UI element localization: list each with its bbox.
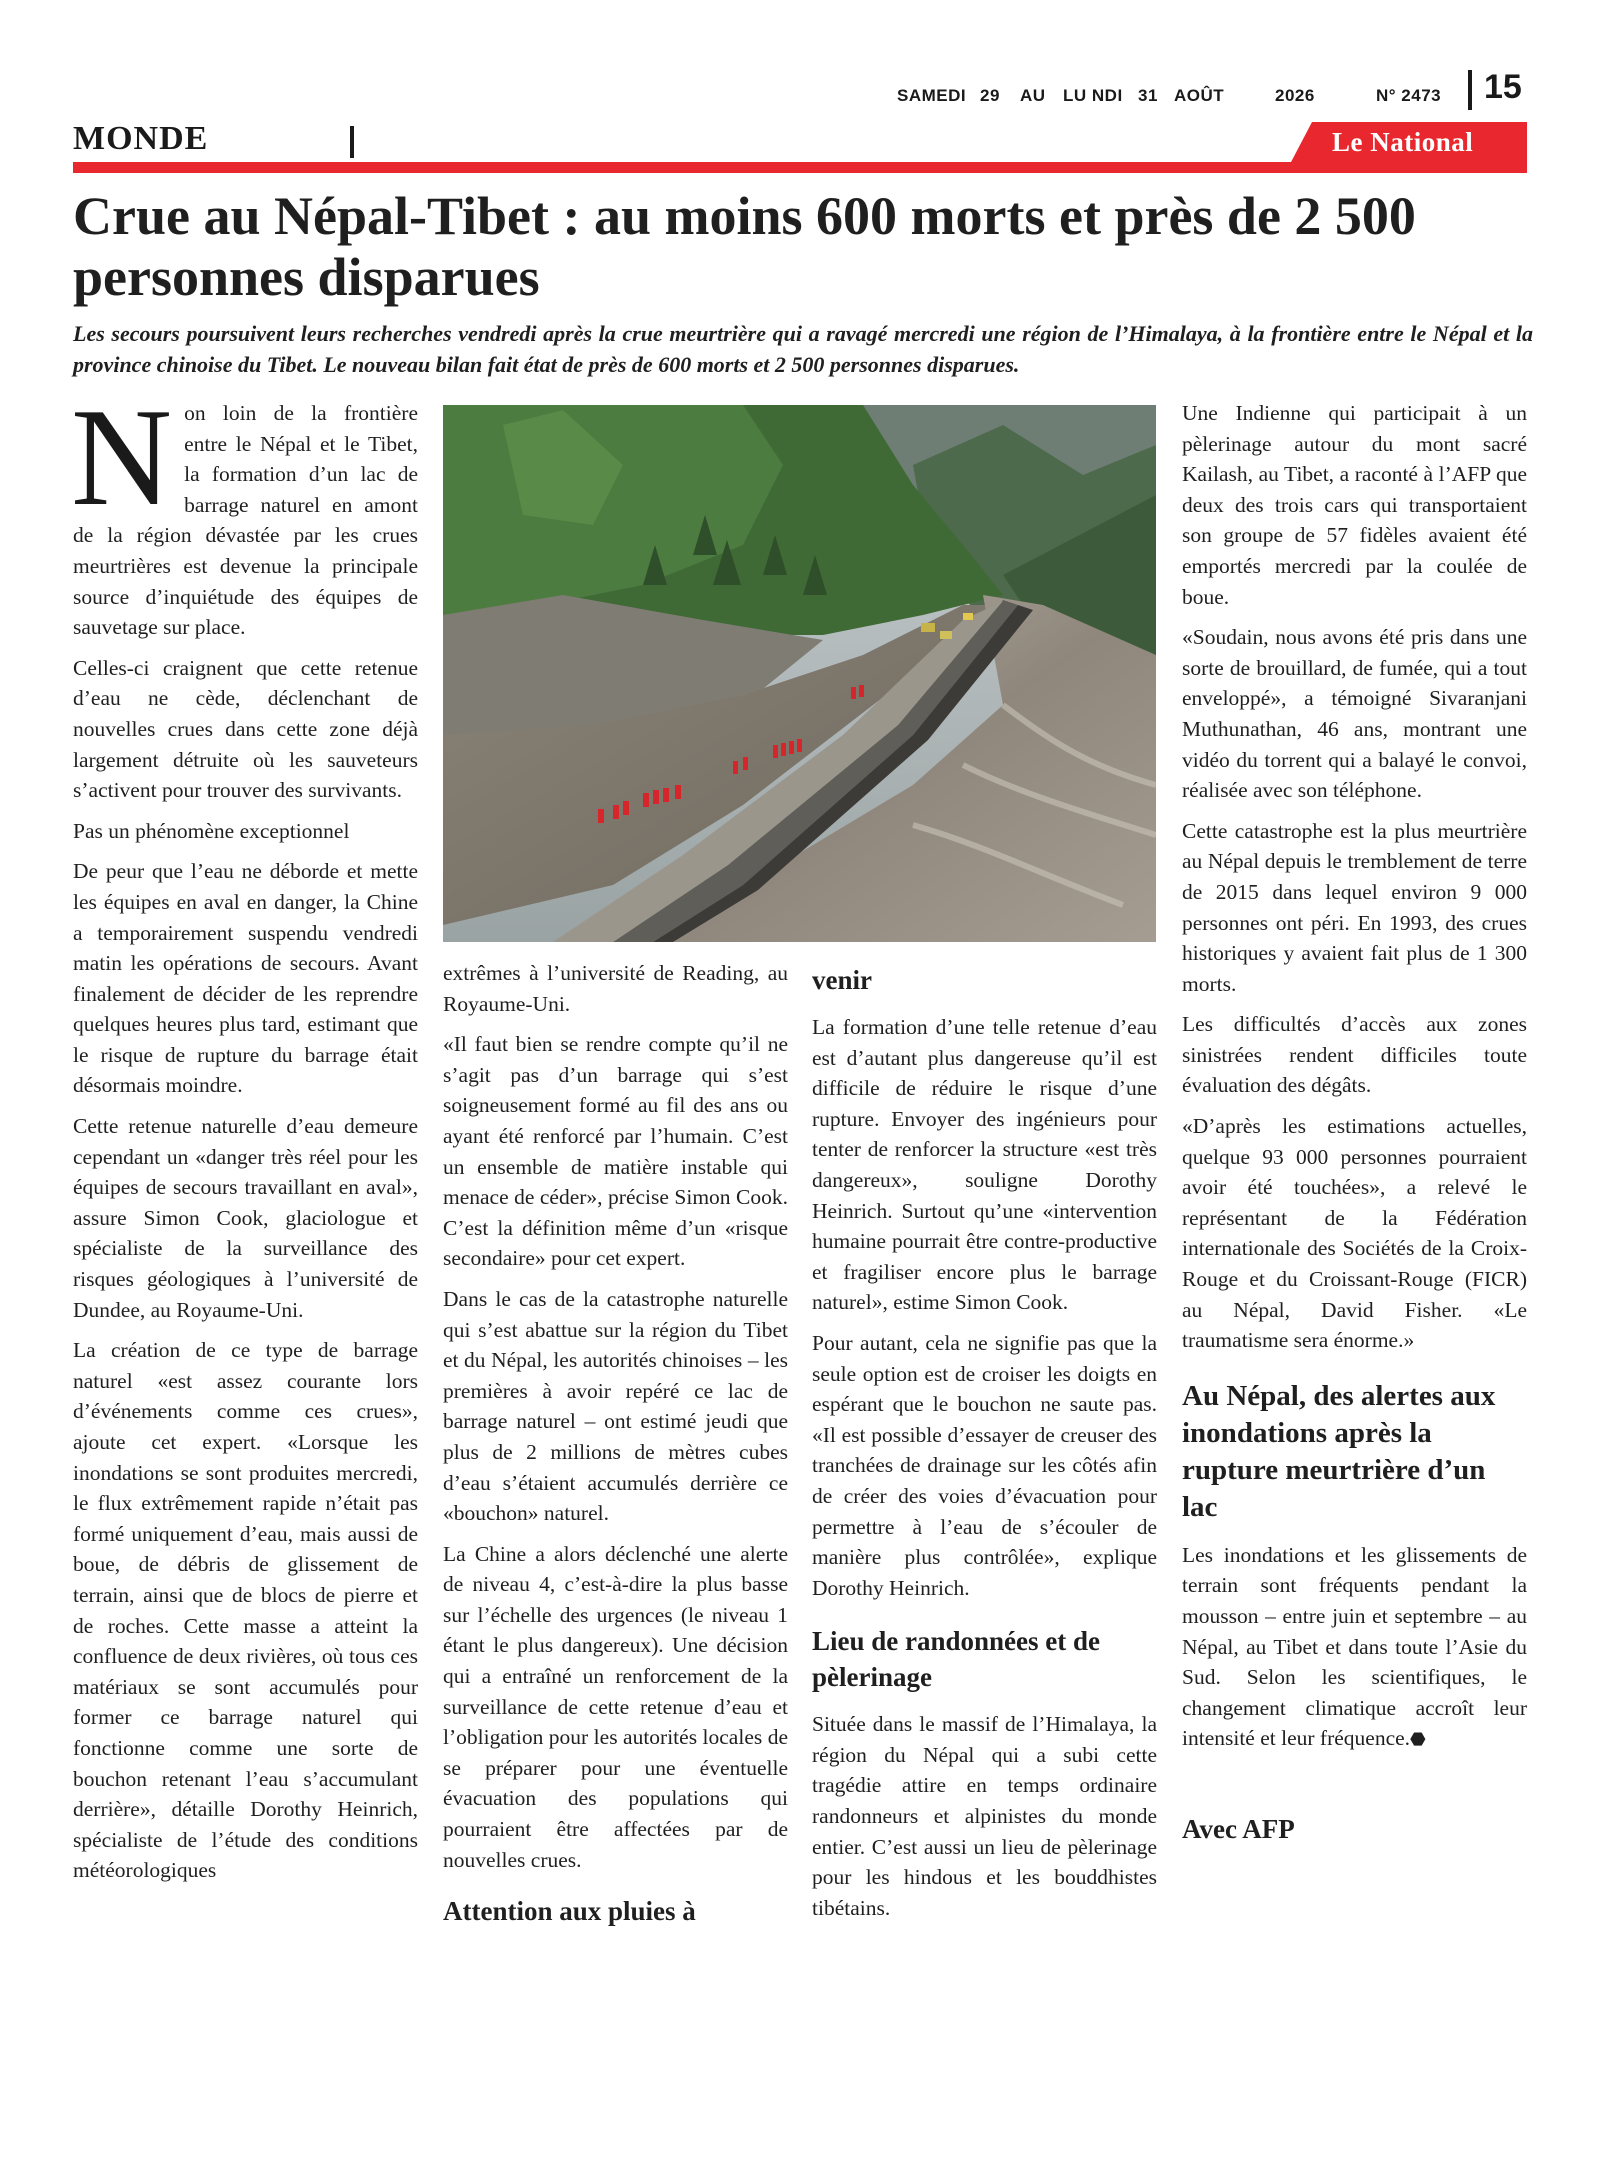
- section-rule: [73, 162, 1527, 173]
- article-column-2: [443, 958, 788, 1929]
- paragraph: Pour autant, cela ne signifie pas que la seule option est de croiser les doigts en espérant que le bouchon ne saute pas. «Il est possible d’essayer de creuser des tranchées de drainage sur les côtés afin de créer des voies d’évacuation pour permettre à l’eau de s’écouler de manière plus contrôlée», explique Dorothy Heinrich.: [812, 1330, 1157, 1600]
- folio-month: AOÛT: [1174, 86, 1225, 105]
- paragraph: Celles-ci craignent que cette retenue d’eau ne cède, déclenchant de nouvelles crues dans cette zone déjà largement détruite où les sauveteurs s’activent pour trouver des survivants.: [73, 655, 418, 803]
- paragraph: «Il faut bien se rendre compte qu’il ne s’agit pas d’un barrage qui s’est soigneusement formé au fil des ans ou ayant été renforcé par l’humain. C’est un ensemble de matière instable qui menace de céder», précise Simon Cook. C’est la définition même d’un «risque secondaire» pour cet expert.: [443, 1032, 788, 1271]
- paragraph: Les difficultés d’accès aux zones sinistrées rendent difficiles toute évaluation des dégâts.: [1182, 1012, 1527, 1098]
- end-mark-icon: ⬣: [1410, 1729, 1426, 1750]
- flood-rescue-photo: [443, 405, 1156, 942]
- subheading: Attention aux pluies à: [443, 1896, 696, 1927]
- paragraph: Cette retenue naturelle d’eau demeure cependant un «danger très réel pour les équipes de secours travaillant en aval», assure Simon Cook, glaciologue et spécialiste de la surveillance des risques géologiques à l’université de Dundee, au Royaume-Uni.: [73, 1114, 418, 1322]
- section-divider: [350, 126, 354, 158]
- section-label: MONDE: [73, 120, 209, 157]
- paragraph: Dans le cas de la catastrophe naturelle qui s’est abattue sur la région du Tibet et du Népal, les autorités chinoises – les premières à avoir repéré ce lac de barrage naturel – ont estimé jeudi que plus de 2 millions de mètres cubes d’eau s’étaient accumulés derrière ce «bouchon» naturel.: [443, 1286, 788, 1526]
- paragraph: Les inondations et les glissements de terrain sont fréquents pendant la mousson – entre juin et septembre – au Népal, au Tibet et dans toute l’Asie du Sud. Selon les scientifiques, le changement climatique accroît leur intensité et leur fréquence.⬣: [1182, 1542, 1527, 1751]
- subheading: Au Népal, des alertes aux inondations après la rupture meurtrière d’un lac: [1182, 1379, 1496, 1523]
- brand-name: Le National: [1332, 127, 1474, 157]
- paragraph: «Soudain, nous avons été pris dans une sorte de brouillard, de fumée, qui a tout enveloppé», a témoigné Sivaranjani Muthunathan, 46 ans, montrant une vidéo du torrent qui a balayé le convoi, réalisée avec son téléphone.: [1182, 625, 1527, 803]
- paragraph: La formation d’une telle retenue d’eau est d’autant plus dangereuse qu’il est difficile de réduire le risque d’une rupture. Envoyer des ingénieurs pour tenter de renforcer la structure «est très dangereux», souligne Dorothy Heinrich. Surtout qu’une «intervention humaine pourrait être contre-productive et fragiliser encore plus le barrage naturel», estime Simon Cook.: [812, 1015, 1157, 1315]
- subheading-continued: venir: [812, 965, 872, 995]
- article-dek: Les secours poursuivent leurs recherches vendredi après la crue meurtrière qui a ravagé mercredi une région de l’Himalaya, à la frontière entre le Népal et la province chinoise du Tibet. Le nouveau bilan fait état de près de 600 morts et 2 500 personnes disparues.: [73, 321, 1533, 377]
- article-column-1: [71, 380, 418, 1886]
- credit-line: Avec AFP: [1182, 1813, 1295, 1844]
- article-headline: Crue au Népal-Tibet : au moins 600 morts et près de 2 500 personnes disparues: [73, 186, 1416, 307]
- folio-date-end: 31: [1138, 86, 1158, 105]
- paragraph: «D’après les estimations actuelles, quelque 93 000 personnes pourraient avoir été touchées», a relevé le représentant de la Fédération internationale des Sociétés de la Croix-Rouge et du Croissant-Rouge (FICR) au Népal, David Fisher. «Le traumatisme sera énorme.»: [1182, 1114, 1527, 1353]
- folio-day-end: LU NDI: [1063, 86, 1123, 105]
- folio-au: AU: [1020, 86, 1046, 105]
- subheading: Lieu de randonnées et de pèlerinage: [812, 1626, 1101, 1693]
- inline-subhead: Pas un phénomène exceptionnel: [73, 818, 350, 843]
- folio-divider: [1468, 70, 1472, 110]
- paragraph: La Chine a alors déclenché une alerte de niveau 4, c’est-à-dire la plus basse sur l’échelle des urgences (le niveau 1 étant le plus dangereux). Une décision qui a entraîné un renforcement de la surveillance de cette retenue d’eau et l’obligation pour les autorités locales de se préparer pour une éventuelle évacuation des populations qui pourraient être affectées par de nouvelles crues.: [443, 1541, 788, 1872]
- paragraph: Une Indienne qui participait à un pèlerinage autour du mont sacré Kailash, au Tibet, a raconté à l’AFP que deux des trois cars qui transportaient son groupe de 57 fidèles avaient été emportés mercredi par la coulée de boue.: [1182, 401, 1527, 609]
- paragraph: Cette catastrophe est la plus meurtrière au Népal depuis le tremblement de terre de 2015 dans lequel environ 9 000 personnes ont péri. En 1993, des crues historiques y avaient fait plus de 1 300 morts.: [1182, 818, 1527, 996]
- page-number: 15: [1484, 68, 1522, 106]
- folio-date-start: 29: [980, 86, 1000, 105]
- folio-issue: N° 2473: [1376, 86, 1442, 105]
- folio-year: 2026: [1275, 86, 1315, 105]
- article-column-4: [1182, 398, 1527, 1847]
- paragraph: Située dans le massif de l’Himalaya, la région du Népal qui a subi cette tragédie attire en temps ordinaire randonneurs et alpinistes du monde entier. C’est aussi un lieu de pèlerinage pour les hindous et les bouddhistes tibétains.: [812, 1712, 1157, 1920]
- paragraph: Non loin de la frontière entre le Népal et le Tibet, la formation d’un lac de barrage naturel en amont de la région dévastée par les crues meurtrières est devenue la principale source d’inquiétude des équipes de sauvetage sur place.: [71, 380, 418, 640]
- drop-cap: N: [71, 380, 173, 535]
- paragraph: De peur que l’eau ne déborde et mette les équipes en aval en danger, la Chine a temporairement suspendu vendredi matin les opérations de secours. Avant finalement de décider de les reprendre quelques heures plus tard, estimant que le risque de rupture du barrage était désormais moindre.: [73, 859, 418, 1098]
- paragraph: extrêmes à l’université de Reading, au Royaume-Uni.: [443, 961, 788, 1016]
- paragraph: La création de ce type de barrage naturel «est assez courante lors d’événements comme ces crues», ajoute cet expert. «Lorsque les inondations se sont produites mercredi, le flux extrêmement rapide n’était pas formé uniquement d’eau, mais aussi de boue, de débris de glissement de terrain, ainsi que de blocs de pierre et de roches. Cette masse a atteint la confluence de deux rivières, où tous ces matériaux se sont accumulés pour former ce barrage naturel qui fonctionne comme une sorte de bouchon retenant l’eau s’accumulant derrière», détaille Dorothy Heinrich, spécialiste de l’étude des conditions météorologiques: [73, 1338, 418, 1883]
- article-column-3: [812, 962, 1157, 1923]
- folio-day-start: SAMEDI: [897, 86, 967, 105]
